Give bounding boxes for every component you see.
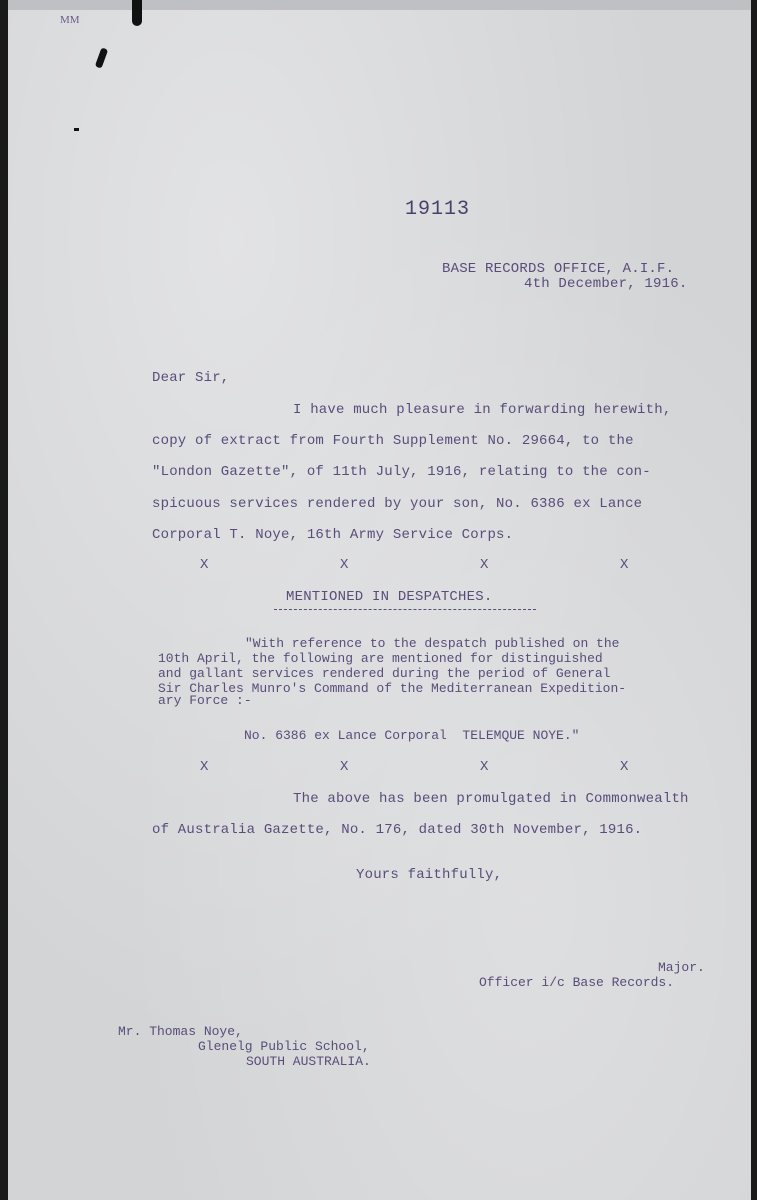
separator-x: X <box>340 759 349 775</box>
separator-x: X <box>620 557 629 573</box>
separator-x: X <box>340 557 349 573</box>
file-number: 19113 <box>405 198 471 221</box>
closing: Yours faithfully, <box>356 867 503 883</box>
body-line: "London Gazette", of 11th July, 1916, relating to the con- <box>152 464 651 480</box>
separator-x: X <box>480 557 489 573</box>
addressee-name: Mr. Thomas Noye, <box>118 1024 243 1039</box>
body-line: Corporal T. Noye, 16th Army Service Corps. <box>152 527 514 543</box>
ink-mark <box>132 0 142 26</box>
heading-underline <box>274 609 536 610</box>
separator-x: X <box>480 759 489 775</box>
header-date: 4th December, 1916. <box>524 276 688 292</box>
body-line: I have much pleasure in forwarding herewith, <box>293 402 672 418</box>
promulgation-line: The above has been promulgated in Commonwealth <box>293 791 689 807</box>
addressee-line: Glenelg Public School, <box>198 1039 370 1054</box>
quote-line: ary Force :- <box>158 693 252 708</box>
ink-mark <box>74 128 79 131</box>
addressee-line: SOUTH AUSTRALIA. <box>246 1054 371 1069</box>
separator-x: X <box>200 557 209 573</box>
header-office: BASE RECORDS OFFICE, A.I.F. <box>442 261 675 277</box>
page-edge <box>8 0 751 10</box>
quote-line: and gallant services rendered during the period of General <box>158 666 611 681</box>
promulgation-line: of Australia Gazette, No. 176, dated 30th November, 1916. <box>152 822 643 838</box>
separator-x: X <box>620 759 629 775</box>
signature-rank: Major. <box>658 960 705 975</box>
corner-initials: MM <box>60 14 80 26</box>
quoted-name: No. 6386 ex Lance Corporal TELEMQUE NOYE." <box>244 728 580 743</box>
quote-line: 10th April, the following are mentioned for distinguished <box>158 651 603 666</box>
letter-page <box>8 0 751 1200</box>
quote-line: Sir Charles Munro's Command of the Mediterranean Expedition- <box>158 681 627 696</box>
body-line: spicuous services rendered by your son, No. 6386 ex Lance <box>152 496 643 512</box>
quote-line: "With reference to the despatch published on the <box>245 636 620 651</box>
signature-title: Officer i/c Base Records. <box>479 975 675 990</box>
salutation: Dear Sir, <box>152 370 230 386</box>
separator-x: X <box>200 759 209 775</box>
body-line: copy of extract from Fourth Supplement No. 29664, to the <box>152 433 634 449</box>
ink-mark <box>95 47 108 68</box>
despatches-heading: MENTIONED IN DESPATCHES. <box>286 589 493 605</box>
